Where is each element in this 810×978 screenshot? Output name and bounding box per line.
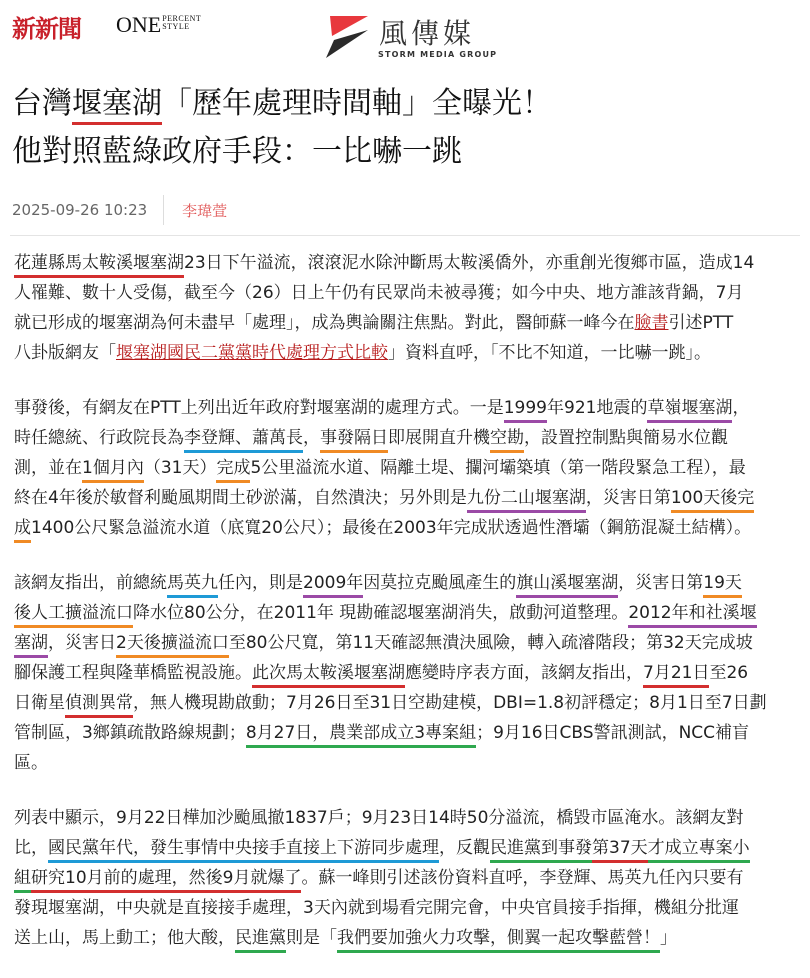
- title-highlight: 堰塞湖: [72, 86, 162, 125]
- storm-media-logo[interactable]: [322, 8, 522, 63]
- author-link[interactable]: 李瑋萱: [182, 201, 228, 220]
- article-meta: [12, 196, 227, 224]
- article-title: 台灣堰塞湖「歷年處理時間軸」全曝光！ 他對照藍綠政府手段：一比嚇一跳: [12, 86, 552, 169]
- comparison-post-link[interactable]: 堰塞湖國民二黨黨時代處理方式比較: [116, 343, 388, 363]
- paragraph-2: 事發後，有網友在PTT上列出近年政府對堰塞湖的處理方式。一是1999年921地震的草嶺堰塞湖， 時任總統、行政院長為李登輝、蕭萬長，事發隔日即展開直升機空勘，設置控制點與簡易水位觀 測，並在1個月內（31天）完成5公里溢流水道、隔離土堤、攔河壩築填（第一階段緊急工程），最 終在4年後於敏督利颱風期間土砂淤滿，自然潰決；另外則是九份二山堰塞湖，災害日第100天後完 成1400公尺緊急溢流水道（底寬20公尺）；最後在2003年完成狀透過性潛壩（鋼筋混凝土結構）。: [14, 393, 804, 543]
- meta-separator: [163, 195, 164, 225]
- header-divider: [10, 235, 800, 236]
- paragraph-4: 列表中顯示，9月22日樺加沙颱風撤1837戶；9月23日14時50分溢流，橋毀市區淹水。該網友對 比，國民黨年代，發生事情中央接手直接上下游同步處理，反觀民進黨到事發第37天才成立專案小 組研究10月前的處理，然後9月就爆了。蘇一峰則引述該份資料直呼，李登輝、馬英九任內只要有 發現堰塞湖，中央就是直接接手處理，3天內就到場看完開完會，中央官員接手指揮，機組分批運 送上山，馬上動工；他大酸，民進黨則是「我們要加強火力攻擊，側翼一起攻擊藍營！」: [14, 803, 804, 953]
- paragraph-1: 花蓮縣馬太鞍溪堰塞湖23日下午溢流，滾滾泥水除沖斷馬太鞍溪僑外，亦重創光復鄉市區，造成14 人罹難、數十人受傷，截至今（26）日上午仍有民眾尚未被尋獲；如今中央、地方誰該背鍋，7月 就已形成的堰塞湖為何未盡早「處理」，成為輿論關注焦點。對此，醫師蘇一峰今在臉書引述PTT 八卦版網友「堰塞湖國民二黨黨時代處理方式比較」資料直呼，「不比不知道，一比嚇一跳」。: [14, 253, 755, 363]
- xinxinwen-logo[interactable]: 新新聞: [12, 14, 81, 43]
- publish-date: 2025-09-26 10:23: [12, 201, 148, 219]
- article-body: [14, 248, 804, 978]
- one-logo-subtext: PERCENT STYLE: [162, 14, 202, 31]
- paragraph-3: 該網友指出，前總統馬英九任內，則是2009年因莫拉克颱風產生的旗山溪堰塞湖，災害日第19天 後人工擴溢流口降水位80公分，在2011年 現勘確認堰塞湖消失，啟動河道整理。2012年和社溪堰 塞湖，災害日2天後擴溢流口至80公尺寬，第11天確認無潰決風險，轉入疏濬階段；第32天完成坡 腳保護工程與隆華橋監視設施。此次馬太鞍溪堰塞湖應變時序表方面，該網友指出，7月21日至26 日衛星偵測異常，無人機現勘啟動；7月26日至31日空勘建模，DBI=1.8初評穩定；8月1日至7日劃 管制區，3鄉鎮疏散路線規劃；8月27日，農業部成立3專案組；9月16日CBS警訊測試，NCC補盲 區。: [14, 573, 767, 773]
- storm-logo-icon: [322, 12, 372, 62]
- storm-logo-subtitle: STORM MEDIA GROUP: [378, 50, 498, 59]
- facebook-link[interactable]: 臉書: [634, 313, 669, 333]
- site-header: [0, 0, 810, 70]
- one-percent-style-logo[interactable]: [116, 12, 201, 38]
- one-logo-text: ONE: [116, 12, 162, 37]
- storm-logo-name: 風傳媒: [379, 17, 476, 50]
